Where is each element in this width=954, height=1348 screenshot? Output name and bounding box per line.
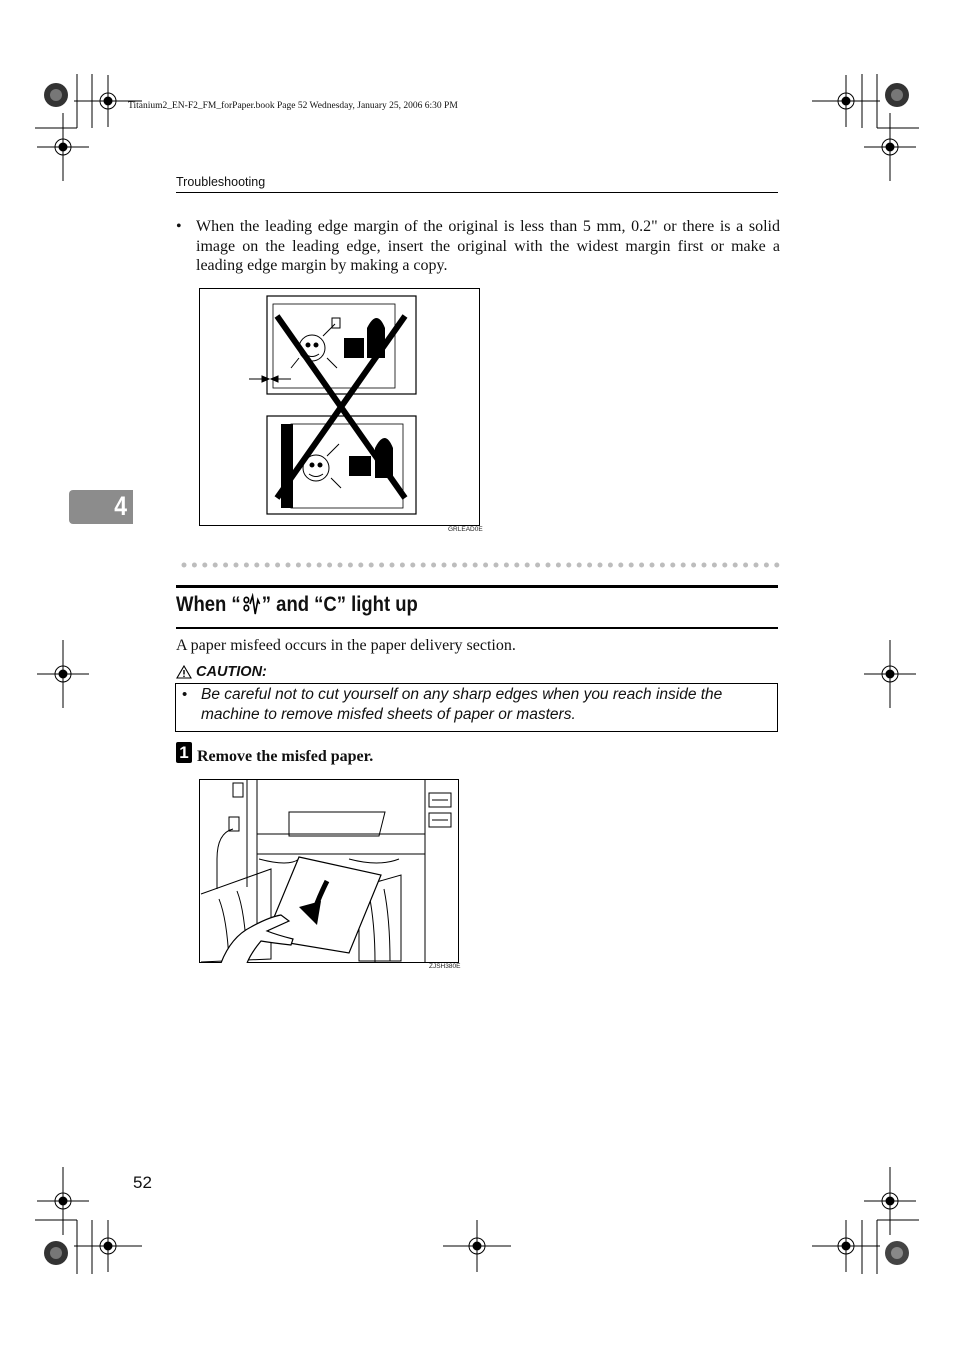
bullet-dot: • <box>176 218 182 235</box>
misfed-paper-figure <box>199 779 459 963</box>
header-rule <box>176 192 778 193</box>
caution-bullet-dot: • <box>182 686 188 703</box>
page-number: 52 <box>133 1173 152 1192</box>
section-title <box>176 593 418 617</box>
figure1-code: GRLEAD0E <box>448 526 483 533</box>
chapter-number: 4 <box>114 491 127 521</box>
figure2-code: ZJSH380E <box>429 963 461 970</box>
leading-edge-figure <box>199 288 480 526</box>
section-rule-top <box>176 585 778 588</box>
section-title-suffix: ” and “C” light up <box>261 593 418 616</box>
caution-heading <box>176 664 267 680</box>
running-header: Troubleshooting <box>176 175 266 189</box>
bullet-text: When the leading edge margin of the original is less than 5 mm, 0.2" or there is a solid image on the leading edge, insert the original with the widest margin first or make a leading edge margin by making a copy. <box>196 218 780 274</box>
chapter-tab <box>69 490 133 524</box>
book-file-info: Titanium2_EN-F2_FM_forPaper.book Page 52 Wednesday, January 25, 2006 6:30 PM <box>128 101 458 111</box>
bullet-paragraph <box>176 217 780 276</box>
misfeed-icon <box>242 593 261 617</box>
step-number: 1 <box>179 743 189 762</box>
caution-text: Be careful not to cut yourself on any sharp edges when you reach inside the machine to remove misfed sheets of paper or masters. <box>201 686 723 723</box>
caution-box <box>175 683 778 732</box>
step-number-icon <box>176 742 192 763</box>
intro-text: A paper misfeed occurs in the paper delivery section. <box>176 637 516 654</box>
section-dot-separator <box>181 561 781 569</box>
warning-triangle-icon <box>176 665 192 679</box>
caution-label: CAUTION: <box>196 664 267 680</box>
step-text: Remove the misfed paper. <box>197 748 374 765</box>
section-title-prefix: When “ <box>176 593 241 616</box>
section-rule-bottom <box>176 627 778 629</box>
